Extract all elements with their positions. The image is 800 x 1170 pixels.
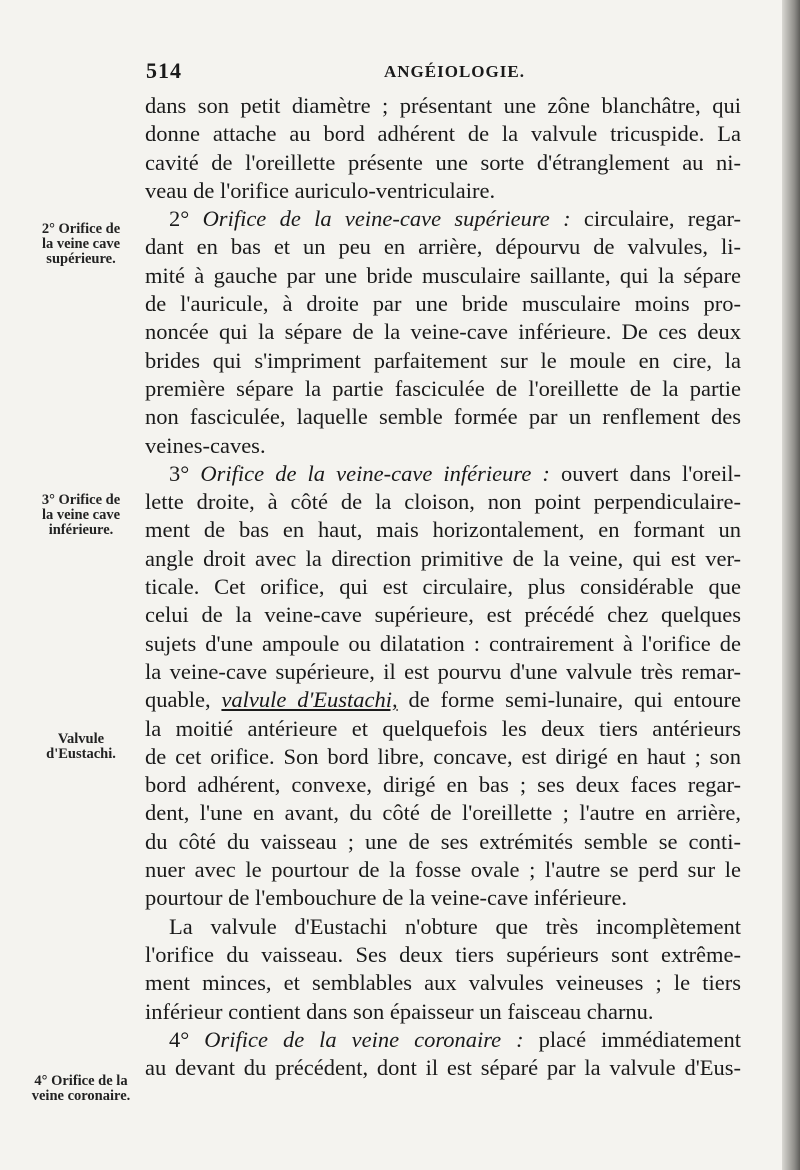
term-valvule-eustachi: valvule d'Eustachi, <box>221 687 398 713</box>
text-line: quable, valvule d'Eustachi, de forme semi-lunaire, qui entoure <box>145 687 741 713</box>
text-line: veau de l'orifice auriculo-ventriculaire. <box>145 177 496 203</box>
text-line: pourtour de l'embouchure de la veine-cave inférieure. <box>145 885 627 911</box>
text-line: de cet orifice. Son bord libre, concave, est dirigé en haut ; son <box>145 743 741 769</box>
running-head: ANGÉIOLOGIE. <box>384 62 525 81</box>
text-line: dans son petit diamètre ; présentant une zône blanchâtre, qui <box>145 93 741 118</box>
section-heading-line: 4° Orifice de la veine coronaire : placé immédiatement <box>169 1026 741 1052</box>
text-line: de l'auricule, à droite par une bride musculaire moins pro- <box>145 291 741 317</box>
text-line: sujets d'une ampoule ou dilatation : contrairement à l'orifice de <box>145 630 741 656</box>
section-heading: Orifice de la veine-cave supérieure : <box>202 206 571 232</box>
page-edge-shadow <box>782 0 800 1170</box>
text-line: mité à gauche par une bride musculaire saillante, qui la sépare <box>145 262 741 288</box>
text-line: nuer avec le pourtour de la fosse ovale ; l'autre se perd sur le <box>145 857 741 883</box>
text-line: bord adhérent, convexe, dirigé en bas ; ses deux faces regar- <box>145 772 741 798</box>
text-line: cavité de l'oreillette présente une sorte d'étranglement au ni- <box>145 149 741 175</box>
section-heading-line: 3° Orifice de la veine-cave inférieure : ouvert dans l'oreil- <box>169 460 741 486</box>
text-line: angle droit avec la direction primitive de la veine, qui est ver- <box>145 545 741 571</box>
margin-note-valvule-eustachi: Valvule d'Eustachi. <box>46 731 116 762</box>
text-line: dent, l'une en avant, du côté de l'oreillette ; l'autre en arrière, <box>145 800 741 826</box>
text-line: la veine-cave supérieure, il est pourvu d'une valvule très remar- <box>145 658 741 684</box>
margin-note-veine-coronaire: 4° Orifice de la veine coronaire. <box>31 1073 131 1104</box>
text-line: ticale. Cet orifice, qui est circulaire, plus considérable que <box>145 574 741 600</box>
text-line: celui de la veine-cave supérieure, est précédé chez quelques <box>145 602 741 628</box>
margin-note-orifice-inferieure: 3° Orifice de la veine cave inférieure. <box>41 492 121 538</box>
text-line: dant en bas et un peu en arrière, dépourvu de valvules, li- <box>145 234 741 260</box>
margin-note-orifice-superieure: 2° Orifice de la veine cave supérieure. <box>41 221 121 267</box>
text-line: non fasciculée, laquelle semble formée par un renflement des <box>145 404 741 430</box>
text-line: noncée qui la sépare de la veine-cave inférieure. De ces deux <box>145 319 741 345</box>
text-line: première sépare la partie fasciculée de l'oreillette de la partie <box>145 375 741 401</box>
section-heading-line: 2° Orifice de la veine-cave supérieure : circulaire, regar- <box>169 206 741 232</box>
page-number: 514 <box>146 58 182 83</box>
page-header <box>146 58 740 88</box>
text-line: au devant du précédent, dont il est séparé par la valvule d'Eus- <box>145 1055 741 1081</box>
text-line: l'orifice du vaisseau. Ses deux tiers supérieurs sont extrême- <box>145 941 741 967</box>
section-heading: Orifice de la veine-cave inférieure : <box>200 460 550 486</box>
text-line: lette droite, à côté de la cloison, non point perpendiculaire- <box>145 489 741 515</box>
text-line: donne attache au bord adhérent de la valvule tricuspide. La <box>145 121 741 147</box>
section-heading: Orifice de la veine coronaire : <box>204 1026 524 1052</box>
text-line: ment minces, et semblables aux valvules veineuses ; le tiers <box>145 970 741 996</box>
text-line: inférieur contient dans son épaisseur un faisceau charnu. <box>145 998 654 1024</box>
text-line: du côté du vaisseau ; une de ses extrémités semble se conti- <box>145 828 741 854</box>
text-line: La valvule d'Eustachi n'obture que très incomplètement <box>169 913 741 939</box>
text-line: brides qui s'impriment parfaitement sur le moule en cire, la <box>145 347 741 373</box>
text-line: veines-caves. <box>145 432 266 458</box>
text-line: ment de bas en haut, mais horizontalement, en formant un <box>145 517 741 543</box>
body-text <box>145 92 741 1082</box>
text-line: la moitié antérieure et quelquefois les deux tiers antérieurs <box>145 715 741 741</box>
